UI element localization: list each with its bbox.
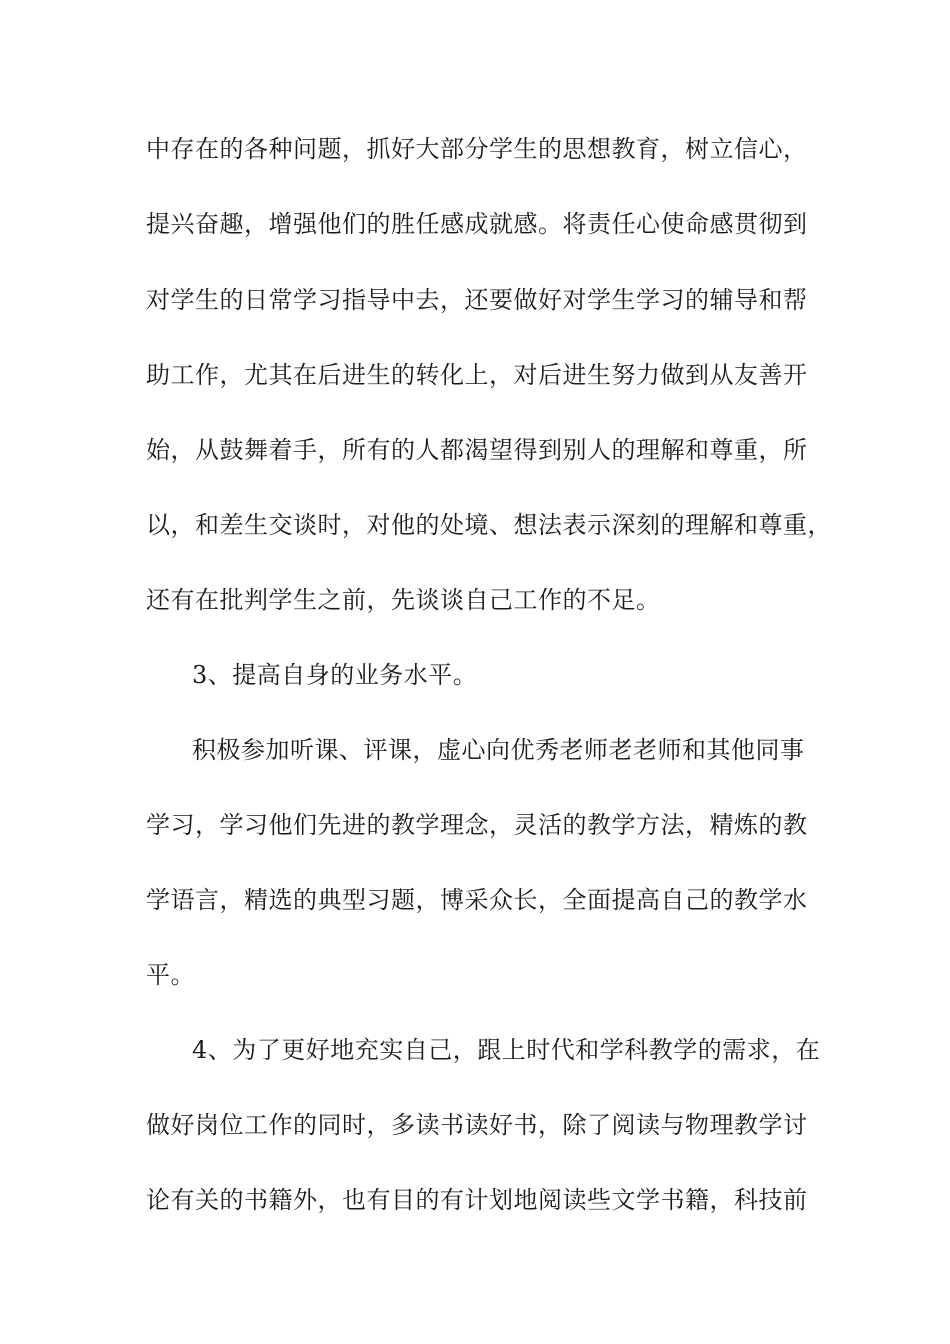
paragraph-line: 积极参加听课、评课，虚心向优秀老师老老师和其他同事 [192, 736, 805, 764]
section-heading: 4、为了更好地充实自己，跟上时代和学科教学的需求，在 [192, 1036, 821, 1064]
paragraph-line: 学习，学习他们先进的教学理念，灵活的教学方法，精炼的教 [146, 811, 808, 839]
paragraph-line: 提兴奋趣，增强他们的胜任感成就感。将责任心使命感贯彻到 [146, 210, 808, 238]
section-heading: 3、提高自身的业务水平。 [192, 661, 478, 689]
paragraph-line: 平。 [146, 961, 195, 989]
paragraph-line: 还有在批判学生之前，先谈谈自己工作的不足。 [146, 586, 661, 614]
paragraph-line: 做好岗位工作的同时，多读书读好书，除了阅读与物理教学讨 [146, 1111, 808, 1139]
paragraph-line: 论有关的书籍外，也有目的有计划地阅读些文学书籍，科技前 [146, 1186, 808, 1214]
paragraph-line: 学语言，精选的典型习题，博采众长，全面提高自己的教学水 [146, 886, 808, 914]
paragraph-line: 中存在的各种问题，抓好大部分学生的思想教育，树立信心， [146, 135, 808, 163]
paragraph-line: 始，从鼓舞着手，所有的人都渴望得到别人的理解和尊重，所 [146, 436, 808, 464]
paragraph-line: 以，和差生交谈时，对他的处境、想法表示深刻的理解和尊重， [146, 511, 832, 539]
paragraph-line: 助工作，尤其在后进生的转化上，对后进生努力做到从友善开 [146, 361, 808, 389]
paragraph-line: 对学生的日常学习指导中去，还要做好对学生学习的辅导和帮 [146, 286, 808, 314]
